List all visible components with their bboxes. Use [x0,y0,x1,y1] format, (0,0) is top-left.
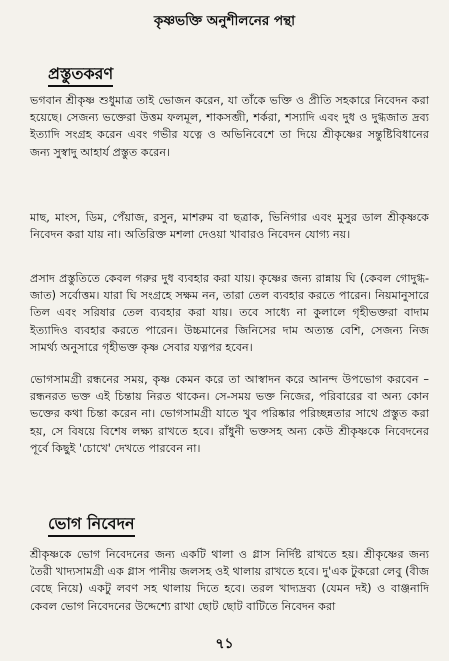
paragraph: শ্রীকৃষ্ণকে ভোগ নিবেদনের জন্য একটি থালা ও গ্লাস নির্দিষ্ট রাখতে হয়। শ্রীকৃষ্ণের জন্য তৈরী খাদ্যসামগ্রী এক গ্লাস পানীয় জলসহ ওই থালায় রাখতে হবে। দু'এক টুকরো লেবু (বীজ বেছে নিয়ে) একটু লবণ সহ থালায় দিতে হবে। তরল খাদ্যদ্রব্য (যেমন দই) ও বাঞ্জনাদি কেবল ভোগ নিবেদনের উদ্দেশ্যে রাখা ছোট ছোট বাটিতে নিবেদন করা [30,548,429,613]
running-title: কৃষ্ণভক্তি অনুশীলনের পন্থা [153,13,296,29]
paragraph: মাছ, মাংস, ডিম, পেঁয়াজ, রসুন, মাশরুম বা ছত্রাক, ভিনিগার এবং মুসুর ডাল শ্রীকৃষ্ণকে নিবেদন করা যায় না। অতিরিক্ত মশলা দেওয়া খাবারও নিবেদন যোগ্য নয়। [30,211,429,242]
paragraph: প্রসাদ প্রস্তুতিতে কেবল গরুর দুধ ব্যবহার করা যায়। কৃষ্ণের জন্য রান্নায় ঘি (কেবল গোদুগ্ধ-জাত) সর্বোত্তম। যারা ঘি সংগ্রহে সক্ষম নন, তারা তেল ব্যবহার করতে পারেন। নিয়মানুসারে তিল এবং সরিষার তেল ব্যবহার করা যায়। তবে সাধ্যে না কুলালে গৃহীভক্তরা বাদাম ইত্যাদিও ব্যবহার করতে পারেন। উচ্চমানের জিনিসের দাম অত্যন্ত বেশি, সেজন্য নিজ সামর্থ্য অনুসারে গৃহীভক্ত কৃষ্ণ সেবার যত্নপর হবেন। [30,272,429,354]
paragraph: ভগবান শ্রীকৃষ্ণ শুধুমাত্র তাই ভোজন করেন, যা তাঁকে ভক্তি ও প্রীতি সহকারে নিবেদন করা হয়েছে। সেজন্য ভক্তেরা উত্তম ফলমূল, শাকসব্জী, শর্করা, শস্যাদি এবং দুধ ও দুগ্ধজাত দ্রব্য ইত্যাদি সংগ্রহ করেন এবং গভীর যত্নে ও অভিনিবেশে তা দিয়ে শ্রীকৃষ্ণের সন্তুষ্টিবিধানের জন্য সুস্বাদু আহার্য প্রস্তুত করেন। [30,94,429,159]
section-heading-offering: ভোগ নিবেদন [48,514,135,537]
page-number: ৭১ [215,636,234,652]
section-heading-preparation: প্রস্তুতকরণ [48,64,113,87]
paragraph: ভোগসামগ্রী রন্ধনের সময়, কৃষ্ণ কেমন করে তা আস্বাদন করে আনন্দ উপভোগ করবেন – রন্ধনরত ভক্ত এই চিন্তায় নিরত থাকেন। সে-সময় ভক্ত নিজের, পরিবারের বা অন্য কোন ভক্তের কথা চিন্তা করেন না। ভোগসামগ্রী যাতে খুব পরিষ্কার পরিচ্ছন্নতার সাথে প্রস্তুত করা হয়, সে বিষয়ে বিশেষ লক্ষ্য রাখতে হবে। রাঁধুনী ভক্তসহ অন্য কেউ শ্রীকৃষ্ণকে নিবেদনের পূর্বে কিছুই 'চোখে' দেখতে পারবেন না। [30,373,429,455]
